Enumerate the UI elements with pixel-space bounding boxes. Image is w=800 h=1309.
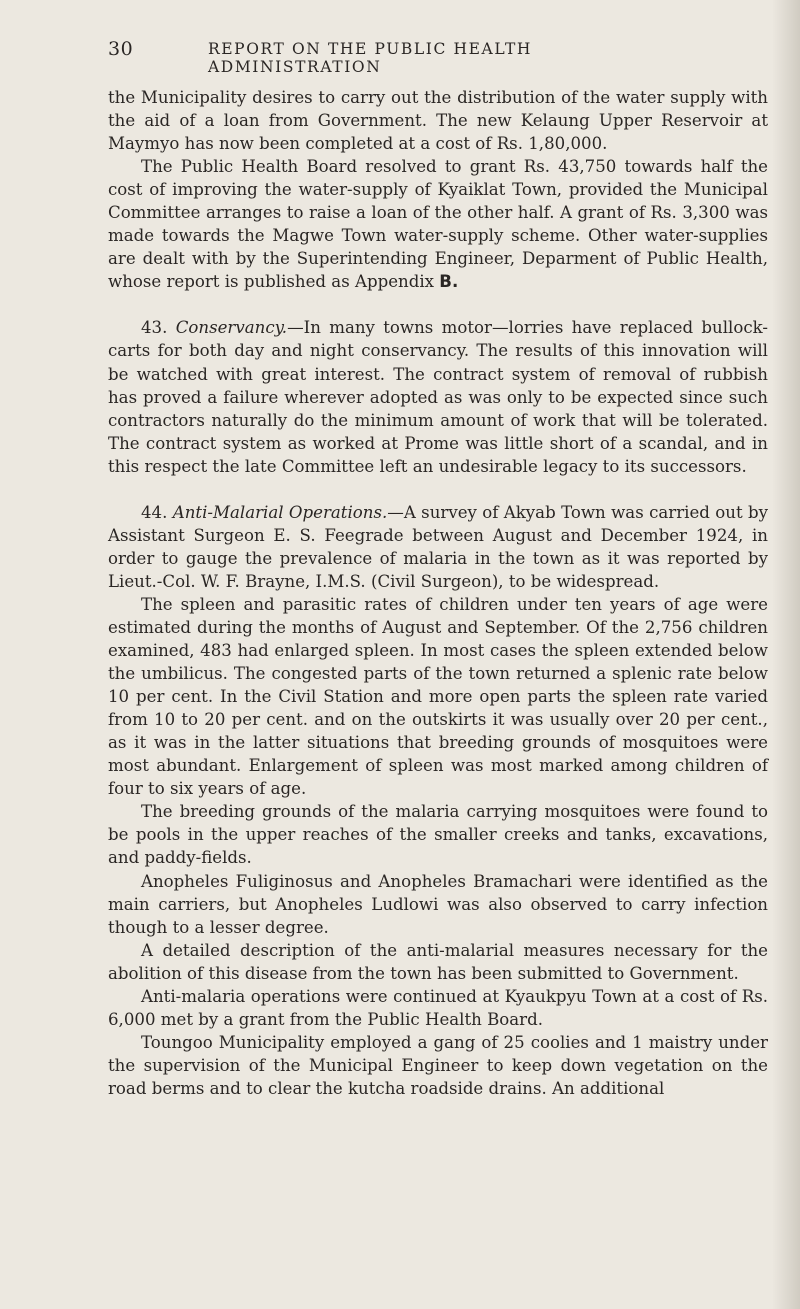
paragraph-water-supply-loan: the Municipality desires to carry out the distribution of the water supply with the aid of a loan from Government. The new Kelaung Upper Reservoir at Maymyo has now been completed at a cost of Rs. 1,80,000. — [108, 88, 768, 154]
paragraph-anopheles-carriers: Anopheles Fuliginosus and Anopheles Bramachari were identified as the main carriers, but Anopheles Ludlowi was also observed to carry infection though to a lesser degree. — [108, 871, 768, 937]
section-number: 43. — [141, 318, 168, 338]
section-text: —A survey of Akyab Town was carried out by Assistant Surgeon E. S. Feegrade between August and December 1924, in order to gauge the prevalence of malaria in the town as it was reported by Lieut.-Col. W. F. Brayne, I.M.S. (Civil Surgeon), to be widespread. — [108, 502, 768, 591]
paragraph-measures-submitted: A detailed description of the anti-malarial measures necessary for the abolition of this disease from the town has been submitted to Government. — [108, 940, 768, 983]
section-43-conservancy — [108, 316, 768, 477]
paragraph-breeding-grounds: The breeding grounds of the malaria carrying mosquitoes were found to be pools in the upper reaches of the smaller creeks and tanks, excavations, and paddy-fields. — [108, 802, 768, 868]
running-head: REPORT ON THE PUBLIC HEALTH ADMINISTRATION — [208, 40, 533, 76]
paragraph-toungoo-municipality: Toungoo Municipality employed a gang of 25 coolies and 1 maistry under the supervision of the Municipal Engineer to keep down vegetation on the road berms and to clear the kutcha roadside drains. An additional — [108, 1032, 768, 1098]
page-edge-shadow — [772, 0, 800, 1309]
section-heading: Conservancy. — [175, 318, 288, 338]
body-text — [108, 86, 768, 1100]
page-header — [108, 38, 704, 76]
section-heading: Anti-Malarial Operations. — [172, 502, 388, 522]
paragraph-kyaukpyu-operations: Anti-malaria operations were continued at Kyaukpyu Town at a cost of Rs. 6,000 met by a grant from the Public Health Board. — [108, 986, 768, 1029]
section-text: —In many towns motor—lorries have replaced bullock-carts for both day and night conservancy. The results of this innovation will be watched with great interest. The contract system of removal of rubbish has proved a failure wherever adopted as was only to be expected since such contractors naturally do the minimum amount of work that will be tolerated. The contract system as worked at Prome was little short of a scandal, and in this respect the late Committee left an undesirable legacy to its successors. — [108, 318, 768, 476]
section-44-anti-malarial — [108, 501, 768, 593]
paragraph-spleen-rates: The spleen and parasitic rates of children under ten years of age were estimated during the months of August and September. Of the 2,756 children examined, 483 had enlarged spleen. In most cases the spleen extended below the umbilicus. The congested parts of the town returned a splenic rate below 10 per cent. In the Civil Station and more open parts the spleen rate varied from 10 to 20 per cent. and on the outskirts it was usually over 20 per cent., as it was in the latter situations that breeding grounds of mosquitoes were most abundant. Enlargement of spleen was most marked among children of four to six years of age. — [108, 594, 768, 799]
page-number: 30 — [108, 38, 134, 60]
appendix-reference: B. — [439, 272, 459, 292]
paragraph-public-health-board: The Public Health Board resolved to grant Rs. 43,750 towards half the cost of improving the water-supply of Kyaiklat Town, provided the Municipal Committee arranges to raise a loan of the other half. A grant of Rs. 3,300 was made towards the Magwe Town water-supply scheme. Other water-supplies are dealt with by the Superintending Engineer, Deparment of Public Health, whose report is published as Appendix B. — [108, 157, 768, 292]
section-number: 44. — [141, 502, 168, 522]
